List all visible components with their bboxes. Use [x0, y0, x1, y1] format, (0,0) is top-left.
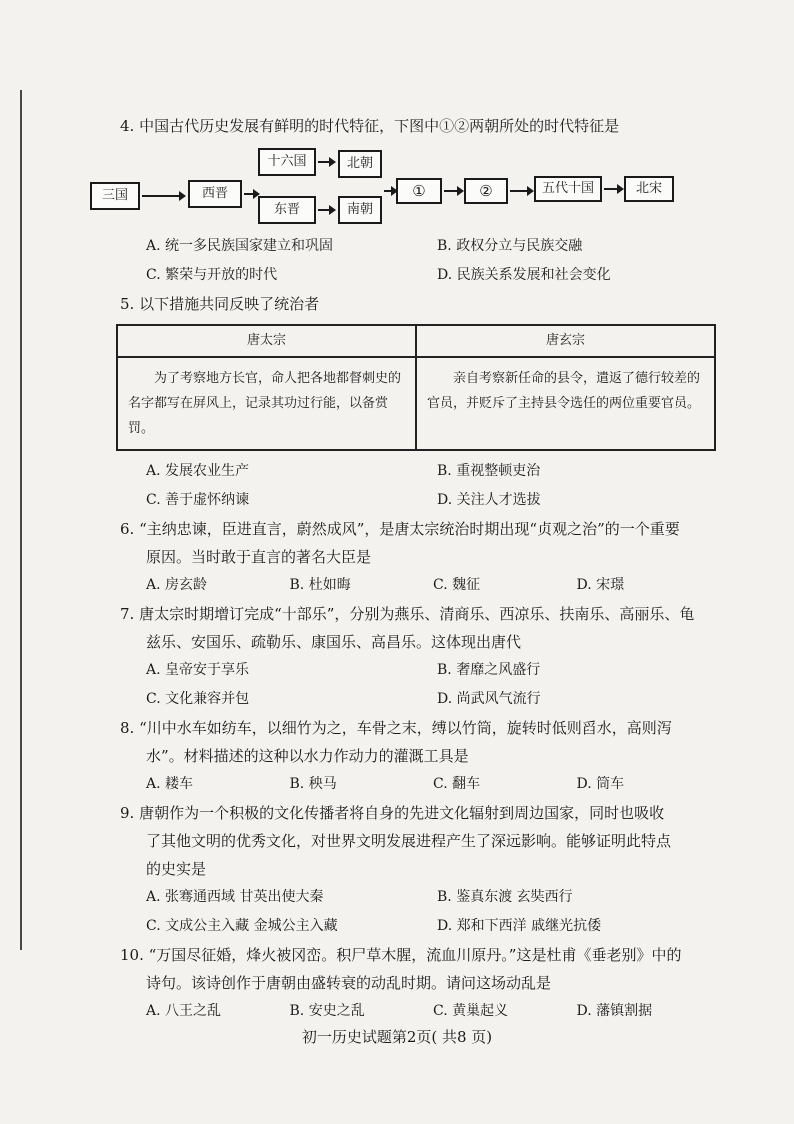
box-wudai: 五代十国 [534, 176, 602, 202]
option-c: C. 繁荣与开放的时代 [146, 267, 278, 283]
rulers-table [116, 324, 716, 451]
table-cell-taizong: 为了考察地方长官，命人把各地都督刺史的名字都写在屏风上，记录其功过行能，以备赏罚。 [117, 357, 416, 450]
arrow [510, 190, 528, 192]
option-b: B. 鉴真东渡 玄奘西行 [437, 889, 573, 905]
page-footer: 初一历史试题第2页( 共8 页) [301, 1028, 493, 1046]
option-d: D. 宋璟 [576, 577, 625, 593]
option-a: A. 皇帝安于享乐 [146, 662, 250, 678]
question-7-stem: 7. 唐太宗时期增订完成“十部乐”，分别为燕乐、清商乐、西凉乐、扶南乐、高丽乐、龟 [120, 605, 695, 623]
question-6-options [120, 571, 720, 600]
option-b: B. 重视整顿吏治 [437, 463, 541, 479]
option-d: D. 尚武风气流行 [437, 691, 541, 707]
question-10-stem-cont: 诗句。该诗创作于唐朝由盛转衰的动乱时期。请问这场动乱是 [146, 974, 552, 992]
option-a: A. 八王之乱 [146, 1003, 222, 1019]
question-10-options [120, 997, 720, 1026]
option-d: D. 关注人才选拔 [437, 492, 541, 508]
option-a: A. 发展农业生产 [146, 463, 250, 479]
question-6-stem-cont: 原因。当时敢于直言的著名大臣是 [146, 548, 372, 566]
question-5-options [120, 457, 720, 515]
option-a: A. 统一多民族国家建立和巩固 [146, 238, 334, 254]
question-4-stem: 4. 中国古代历史发展有鲜明的时代特征，下图中①②两朝所处的时代特征是 [120, 117, 620, 135]
question-7 [120, 600, 720, 714]
question-7-stem-cont: 兹乐、安国乐、疏勒乐、康国乐、高昌乐。这体现出唐代 [146, 633, 522, 651]
option-d: D. 藩镇割据 [576, 1003, 653, 1019]
arrow [444, 190, 458, 192]
question-5 [120, 290, 720, 515]
arrow [318, 209, 330, 211]
option-d: D. 民族关系发展和社会变化 [437, 267, 611, 283]
option-c: C. 翻车 [433, 776, 481, 792]
box-dongjin: 东晋 [258, 196, 316, 224]
question-6-stem: 6. “主纳忠谏，臣进直言，蔚然成风”，是唐太宗统治时期出现“贞观之治”的一个重要 [120, 520, 680, 538]
option-a: A. 耧车 [146, 776, 194, 792]
box-period-2: ② [464, 178, 508, 204]
question-10-stem: 10. “万国尽征婚，烽火被冈峦。积尸草木腥，流血川原丹。”这是杜甫《垂老别》中的 [120, 946, 682, 964]
question-8-stem: 8. “川中水车如纺车，以细竹为之，车骨之末，缚以竹筒，旋转时低则舀水，高则泻 [120, 719, 672, 737]
arrow [384, 190, 392, 192]
option-a: A. 房玄龄 [146, 577, 208, 593]
option-c: C. 文化兼容并包 [146, 691, 250, 707]
option-c: C. 善于虚怀纳谏 [146, 492, 250, 508]
box-beichao: 北朝 [338, 150, 382, 178]
arrow [604, 188, 618, 190]
question-5-stem: 5. 以下措施共同反映了统治者 [120, 295, 320, 313]
question-8-options [120, 770, 720, 799]
question-8 [120, 714, 720, 799]
question-9 [120, 799, 720, 941]
table-header-xuanzong: 唐玄宗 [416, 325, 715, 357]
box-xijin: 西晋 [188, 180, 242, 208]
option-c: C. 文成公主入藏 金城公主入藏 [146, 918, 338, 934]
question-9-stem-cont-2: 的史实是 [146, 860, 207, 878]
table-cell-xuanzong: 亲自考察新任命的县令，遣返了德行较差的官员，并贬斥了主持县令选任的两位重要官员。 [416, 357, 715, 450]
option-b: B. 政权分立与民族交融 [437, 238, 583, 254]
option-b: B. 奢靡之风盛行 [437, 662, 541, 678]
option-b: B. 秧马 [289, 776, 337, 792]
binding-margin-line [20, 90, 22, 950]
arrow [142, 195, 180, 197]
box-sanguo: 三国 [90, 182, 140, 210]
question-7-options [120, 656, 720, 714]
question-9-stem: 9. 唐朝作为一个积极的文化传播者将自身的先进文化辐射到周边国家，同时也吸收 [120, 804, 665, 822]
question-4-options [120, 232, 720, 290]
question-6 [120, 515, 720, 600]
box-beisong: 北宋 [624, 176, 674, 202]
table-header-taizong: 唐太宗 [117, 325, 416, 357]
dynasty-diagram [90, 148, 730, 228]
arrow [318, 161, 330, 163]
box-period-1: ① [396, 178, 442, 204]
box-shiliuguo: 十六国 [258, 148, 316, 176]
question-9-options [120, 883, 720, 941]
connector [244, 193, 254, 195]
option-c: C. 魏征 [433, 577, 481, 593]
option-c: C. 黄巢起义 [433, 1003, 509, 1019]
questions [101, 112, 720, 1026]
question-8-stem-cont: 水”。材料描述的这种以水力作动力的灌溉工具是 [146, 747, 469, 765]
option-b: B. 杜如晦 [289, 577, 351, 593]
option-d: D. 筒车 [576, 776, 625, 792]
option-b: B. 安史之乱 [289, 1003, 365, 1019]
option-d: D. 郑和下西洋 戚继光抗倭 [437, 918, 602, 934]
question-4 [101, 112, 720, 290]
box-nanchao: 南朝 [338, 196, 382, 224]
option-a: A. 张骞通西域 甘英出使大秦 [146, 889, 324, 905]
question-9-stem-cont: 了其他文明的优秀文化，对世界文明发展进程产生了深远影响。能够证明此特点 [146, 832, 672, 850]
question-10 [120, 941, 720, 1026]
